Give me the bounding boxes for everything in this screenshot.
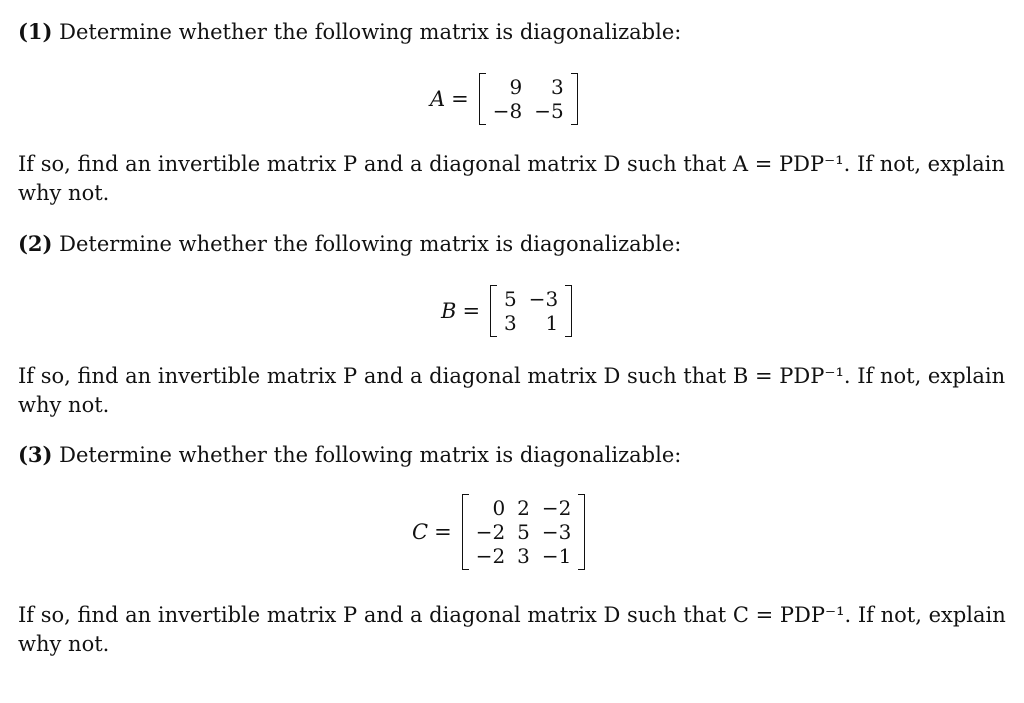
equals-sign: = bbox=[451, 87, 469, 111]
matrix-cell: 3 bbox=[517, 544, 530, 568]
matrix-display bbox=[412, 494, 585, 570]
follow-up-line-2: why not. bbox=[18, 181, 110, 205]
problem-3 bbox=[18, 441, 1008, 656]
problem-2 bbox=[18, 230, 1008, 417]
matrix-bracket bbox=[462, 494, 586, 570]
matrix-name: C bbox=[412, 520, 429, 544]
matrix-cell: −2 bbox=[475, 520, 506, 544]
matrix-cell: −8 bbox=[492, 99, 523, 123]
problem-prompt-text: Determine whether the following matrix is diagonalizable: bbox=[59, 20, 682, 44]
equals-sign: = bbox=[462, 299, 481, 323]
matrix-row bbox=[487, 75, 570, 99]
matrix-cell: 5 bbox=[517, 520, 530, 544]
matrix-cell: −3 bbox=[528, 287, 559, 311]
matrix-row bbox=[498, 287, 564, 311]
matrix-cell: 1 bbox=[545, 311, 559, 335]
matrix-row bbox=[470, 544, 578, 568]
matrix-cell: −2 bbox=[475, 544, 506, 568]
problem-prompt bbox=[18, 441, 1008, 469]
problem-1 bbox=[18, 18, 1008, 205]
matrix-cell: 0 bbox=[492, 496, 506, 520]
problem-number: (1) bbox=[18, 19, 53, 44]
equals-sign: = bbox=[434, 520, 452, 544]
matrix-bracket bbox=[479, 73, 578, 125]
matrix-display bbox=[441, 285, 572, 337]
follow-up-line-1: If so, find an invertible matrix P and a diagonal matrix D such that B = PDP⁻¹. If not, explain bbox=[18, 364, 1006, 388]
matrix-row bbox=[470, 496, 578, 520]
matrix-row bbox=[498, 311, 564, 335]
matrix-cell: −1 bbox=[541, 544, 572, 568]
problem-prompt-text: Determine whether the following matrix is diagonalizable: bbox=[59, 232, 682, 256]
follow-up-line-1: If so, find an invertible matrix P and a diagonal matrix D such that C = PDP⁻¹. If not, explain bbox=[18, 603, 1006, 627]
follow-up-line-2: why not. bbox=[18, 393, 110, 417]
problem-number: (3) bbox=[18, 442, 53, 467]
matrix-a bbox=[487, 75, 570, 123]
follow-up-text bbox=[18, 362, 1008, 420]
matrix-cell: 3 bbox=[504, 311, 517, 335]
matrix-cell: 9 bbox=[509, 75, 523, 99]
matrix-display bbox=[430, 73, 578, 125]
matrix-cell: 5 bbox=[504, 287, 517, 311]
matrix-c bbox=[470, 496, 578, 568]
problem-prompt-text: Determine whether the following matrix is diagonalizable: bbox=[59, 443, 682, 467]
matrix-cell: −3 bbox=[541, 520, 572, 544]
matrix-cell: −5 bbox=[534, 99, 564, 123]
follow-up-text bbox=[18, 150, 1008, 208]
matrix-cell: 2 bbox=[517, 496, 530, 520]
matrix-name: A bbox=[430, 87, 446, 111]
matrix-row bbox=[470, 520, 578, 544]
problem-prompt bbox=[18, 230, 1008, 258]
matrix-b bbox=[498, 287, 564, 335]
matrix-row bbox=[487, 99, 570, 123]
matrix-cell: −2 bbox=[541, 496, 572, 520]
problem-number: (2) bbox=[18, 231, 53, 256]
matrix-cell: 3 bbox=[551, 75, 564, 99]
follow-up-line-1: If so, find an invertible matrix P and a diagonal matrix D such that A = PDP⁻¹. If not, explain bbox=[18, 152, 1005, 176]
matrix-bracket bbox=[490, 285, 572, 337]
follow-up-text bbox=[18, 601, 1008, 659]
follow-up-line-2: why not. bbox=[18, 632, 110, 656]
problem-prompt bbox=[18, 18, 1008, 46]
matrix-name: B bbox=[441, 299, 457, 323]
